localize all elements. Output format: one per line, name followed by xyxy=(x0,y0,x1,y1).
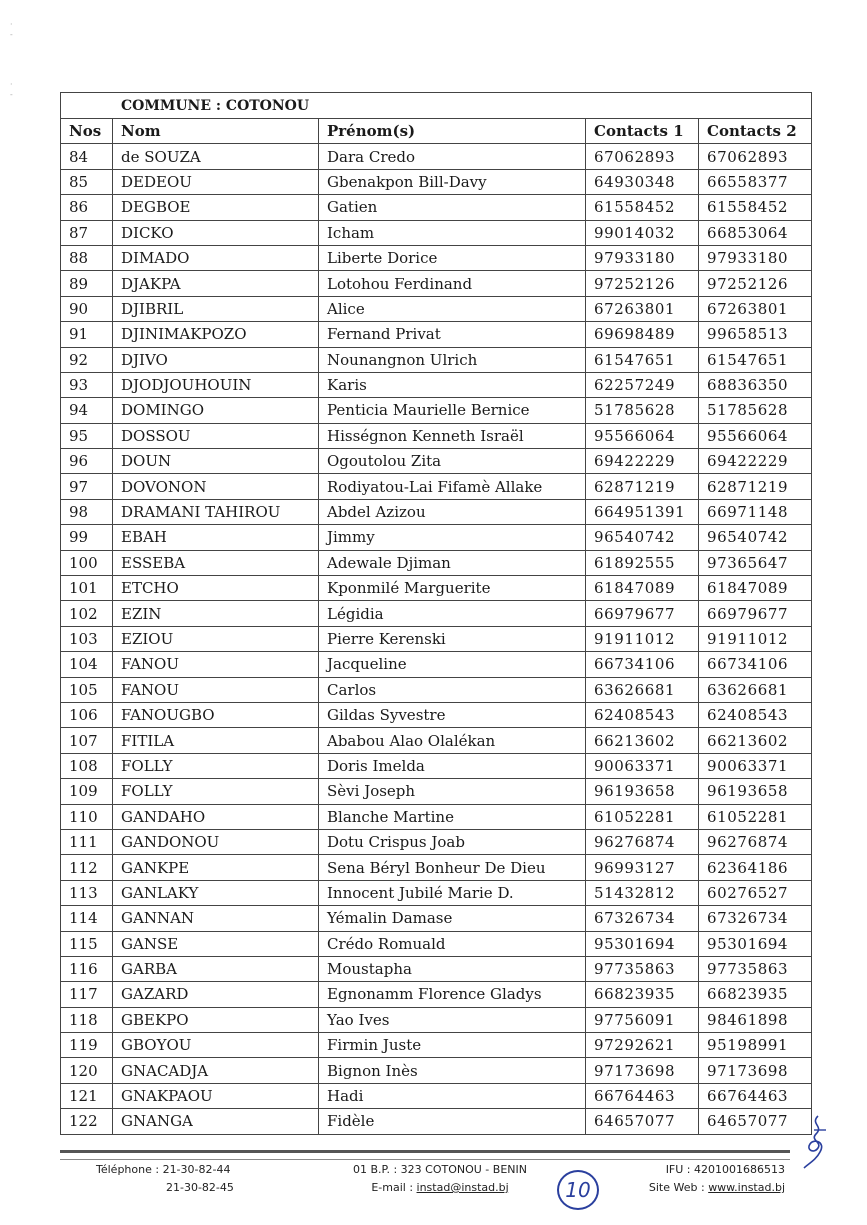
row-nos: 103 xyxy=(61,626,113,651)
row-contact-2: 61558452 xyxy=(699,195,812,220)
row-contact-2: 61052281 xyxy=(699,804,812,829)
table-row xyxy=(61,753,812,778)
commune-row xyxy=(61,93,812,119)
page-number-stamp: 10 xyxy=(557,1170,599,1210)
row-contact-1: 97756091 xyxy=(586,1007,699,1032)
row-prenom: Ogoutolou Zita xyxy=(319,449,586,474)
row-nom: GBEKPO xyxy=(113,1007,319,1032)
row-nos: 122 xyxy=(61,1109,113,1134)
table-row xyxy=(61,1033,812,1058)
row-nos: 94 xyxy=(61,398,113,423)
row-contact-2: 69422229 xyxy=(699,449,812,474)
row-nom: GANLAKY xyxy=(113,880,319,905)
row-nom: ETCHO xyxy=(113,576,319,601)
row-contact-2: 66853064 xyxy=(699,220,812,245)
signature-mark xyxy=(800,1112,840,1172)
row-nom: FANOU xyxy=(113,652,319,677)
row-nom: DJODJOUHOUIN xyxy=(113,372,319,397)
row-nom: DEDEOU xyxy=(113,169,319,194)
table-row xyxy=(61,296,812,321)
row-contact-2: 66734106 xyxy=(699,652,812,677)
row-nom: GNACADJA xyxy=(113,1058,319,1083)
row-nom: EZIOU xyxy=(113,626,319,651)
row-contact-1: 97933180 xyxy=(586,245,699,270)
row-contact-2: 61847089 xyxy=(699,576,812,601)
row-contact-1: 64930348 xyxy=(586,169,699,194)
row-contact-1: 90063371 xyxy=(586,753,699,778)
row-contact-2: 66979677 xyxy=(699,601,812,626)
table-row xyxy=(61,245,812,270)
row-nos: 102 xyxy=(61,601,113,626)
table-row xyxy=(61,423,812,448)
row-prenom: Jimmy xyxy=(319,525,586,550)
row-prenom: Liberte Dorice xyxy=(319,245,586,270)
row-contact-2: 63626681 xyxy=(699,677,812,702)
row-contact-1: 97292621 xyxy=(586,1033,699,1058)
row-nom: DEGBOE xyxy=(113,195,319,220)
row-nos: 91 xyxy=(61,322,113,347)
row-contact-2: 62871219 xyxy=(699,474,812,499)
row-nom: DICKO xyxy=(113,220,319,245)
row-prenom: Nounangnon Ulrich xyxy=(319,347,586,372)
row-contact-2: 97252126 xyxy=(699,271,812,296)
table-row xyxy=(61,195,812,220)
row-prenom: Lotohou Ferdinand xyxy=(319,271,586,296)
row-contact-2: 66558377 xyxy=(699,169,812,194)
footer-web-line xyxy=(610,1179,785,1197)
row-nos: 110 xyxy=(61,804,113,829)
row-prenom: Légidia xyxy=(319,601,586,626)
row-contact-1: 69422229 xyxy=(586,449,699,474)
table-row xyxy=(61,677,812,702)
row-nos: 99 xyxy=(61,525,113,550)
row-prenom: Fernand Privat xyxy=(319,322,586,347)
header-prenom: Prénom(s) xyxy=(319,119,586,144)
row-prenom: Icham xyxy=(319,220,586,245)
row-nom: ESSEBA xyxy=(113,550,319,575)
row-contact-1: 63626681 xyxy=(586,677,699,702)
table-row xyxy=(61,601,812,626)
row-nom: GANDONOU xyxy=(113,829,319,854)
row-prenom: Firmin Juste xyxy=(319,1033,586,1058)
contacts-table xyxy=(60,92,812,1135)
row-contact-2: 66823935 xyxy=(699,982,812,1007)
table-row xyxy=(61,525,812,550)
table-row xyxy=(61,880,812,905)
table-row xyxy=(61,779,812,804)
row-nom: GAZARD xyxy=(113,982,319,1007)
row-nos: 112 xyxy=(61,855,113,880)
row-contact-1: 66823935 xyxy=(586,982,699,1007)
row-contact-1: 66979677 xyxy=(586,601,699,626)
row-nos: 111 xyxy=(61,829,113,854)
row-nom: DOSSOU xyxy=(113,423,319,448)
row-contact-2: 67326734 xyxy=(699,906,812,931)
row-nom: GARBA xyxy=(113,956,319,981)
row-contact-1: 62408543 xyxy=(586,702,699,727)
row-prenom: Sena Béryl Bonheur De Dieu xyxy=(319,855,586,880)
row-contact-2: 97735863 xyxy=(699,956,812,981)
row-nom: de SOUZA xyxy=(113,144,319,169)
table-row xyxy=(61,829,812,854)
row-contact-1: 61847089 xyxy=(586,576,699,601)
row-nos: 97 xyxy=(61,474,113,499)
row-prenom: Carlos xyxy=(319,677,586,702)
footer-phone-2: 21-30-82-45 xyxy=(166,1181,234,1194)
row-prenom: Blanche Martine xyxy=(319,804,586,829)
row-prenom: Gildas Syvestre xyxy=(319,702,586,727)
row-contact-1: 95566064 xyxy=(586,423,699,448)
table-row xyxy=(61,855,812,880)
row-contact-2: 66764463 xyxy=(699,1083,812,1108)
table-row xyxy=(61,982,812,1007)
row-contact-2: 97933180 xyxy=(699,245,812,270)
row-contact-1: 99014032 xyxy=(586,220,699,245)
row-contact-2: 67062893 xyxy=(699,144,812,169)
row-nos: 106 xyxy=(61,702,113,727)
table-row xyxy=(61,728,812,753)
table-row xyxy=(61,1109,812,1134)
row-nom: DIMADO xyxy=(113,245,319,270)
row-prenom: Doris Imelda xyxy=(319,753,586,778)
row-prenom: Adewale Djiman xyxy=(319,550,586,575)
row-prenom: Innocent Jubilé Marie D. xyxy=(319,880,586,905)
table-row xyxy=(61,931,812,956)
table-row xyxy=(61,169,812,194)
footer-email-label: E-mail : xyxy=(371,1181,417,1194)
row-contact-2: 60276527 xyxy=(699,880,812,905)
row-prenom: Fidèle xyxy=(319,1109,586,1134)
row-contact-2: 97173698 xyxy=(699,1058,812,1083)
row-prenom: Abdel Azizou xyxy=(319,499,586,524)
header-row xyxy=(61,119,812,144)
row-contact-1: 64657077 xyxy=(586,1109,699,1134)
table-row xyxy=(61,626,812,651)
table-row xyxy=(61,347,812,372)
commune-title: COMMUNE : COTONOU xyxy=(61,93,812,119)
row-nos: 118 xyxy=(61,1007,113,1032)
row-prenom: Karis xyxy=(319,372,586,397)
row-contact-1: 67062893 xyxy=(586,144,699,169)
table-row xyxy=(61,449,812,474)
row-nom: GNANGA xyxy=(113,1109,319,1134)
row-nos: 86 xyxy=(61,195,113,220)
table-row xyxy=(61,220,812,245)
row-contact-2: 96276874 xyxy=(699,829,812,854)
row-contact-2: 66213602 xyxy=(699,728,812,753)
row-nos: 115 xyxy=(61,931,113,956)
row-nom: DOVONON xyxy=(113,474,319,499)
row-contact-2: 95301694 xyxy=(699,931,812,956)
table-row xyxy=(61,474,812,499)
row-nos: 95 xyxy=(61,423,113,448)
row-nos: 108 xyxy=(61,753,113,778)
row-contact-2: 61547651 xyxy=(699,347,812,372)
header-contacts-2: Contacts 2 xyxy=(699,119,812,144)
row-prenom: Alice xyxy=(319,296,586,321)
table-row xyxy=(61,144,812,169)
row-prenom: Rodiyatou-Lai Fifamè Allake xyxy=(319,474,586,499)
row-contact-2: 99658513 xyxy=(699,322,812,347)
row-contact-2: 51785628 xyxy=(699,398,812,423)
row-prenom: Crédo Romuald xyxy=(319,931,586,956)
row-prenom: Penticia Maurielle Bernice xyxy=(319,398,586,423)
row-nos: 121 xyxy=(61,1083,113,1108)
row-prenom: Yao Ives xyxy=(319,1007,586,1032)
row-prenom: Jacqueline xyxy=(319,652,586,677)
row-contact-1: 664951391 xyxy=(586,499,699,524)
row-nos: 93 xyxy=(61,372,113,397)
row-nos: 85 xyxy=(61,169,113,194)
footer-phone xyxy=(96,1161,234,1197)
footer-address xyxy=(340,1161,540,1197)
row-prenom: Egnonamm Florence Gladys xyxy=(319,982,586,1007)
scan-marks: · - · - xyxy=(10,20,13,99)
row-contact-1: 96540742 xyxy=(586,525,699,550)
row-prenom: Sèvi Joseph xyxy=(319,779,586,804)
row-contact-1: 97173698 xyxy=(586,1058,699,1083)
row-contact-1: 61558452 xyxy=(586,195,699,220)
row-contact-2: 95566064 xyxy=(699,423,812,448)
row-prenom: Hadi xyxy=(319,1083,586,1108)
table-body xyxy=(61,144,812,1134)
row-nom: GANDAHO xyxy=(113,804,319,829)
row-prenom: Yémalin Damase xyxy=(319,906,586,931)
row-prenom: Dotu Crispus Joab xyxy=(319,829,586,854)
table-row xyxy=(61,372,812,397)
row-contact-2: 98461898 xyxy=(699,1007,812,1032)
row-contact-2: 64657077 xyxy=(699,1109,812,1134)
row-contact-2: 91911012 xyxy=(699,626,812,651)
table-row xyxy=(61,1007,812,1032)
row-contact-1: 66734106 xyxy=(586,652,699,677)
row-prenom: Kponmilé Marguerite xyxy=(319,576,586,601)
row-contact-1: 96993127 xyxy=(586,855,699,880)
row-nom: GANNAN xyxy=(113,906,319,931)
row-nos: 105 xyxy=(61,677,113,702)
row-prenom: Hisségnon Kenneth Israël xyxy=(319,423,586,448)
row-contact-1: 97252126 xyxy=(586,271,699,296)
row-nom: DOMINGO xyxy=(113,398,319,423)
footer-email-line xyxy=(340,1179,540,1197)
row-nos: 120 xyxy=(61,1058,113,1083)
row-contact-2: 62364186 xyxy=(699,855,812,880)
header-nos: Nos xyxy=(61,119,113,144)
row-nom: DOUN xyxy=(113,449,319,474)
row-contact-1: 62257249 xyxy=(586,372,699,397)
row-nom: FANOUGBO xyxy=(113,702,319,727)
row-contact-1: 61892555 xyxy=(586,550,699,575)
table-row xyxy=(61,322,812,347)
row-contact-2: 97365647 xyxy=(699,550,812,575)
row-nos: 107 xyxy=(61,728,113,753)
row-nos: 92 xyxy=(61,347,113,372)
row-contact-2: 95198991 xyxy=(699,1033,812,1058)
row-nom: FANOU xyxy=(113,677,319,702)
row-contact-1: 66213602 xyxy=(586,728,699,753)
row-nom: GANSE xyxy=(113,931,319,956)
row-contact-1: 61547651 xyxy=(586,347,699,372)
row-nos: 98 xyxy=(61,499,113,524)
row-nom: EBAH xyxy=(113,525,319,550)
row-nos: 109 xyxy=(61,779,113,804)
row-nom: DJIVO xyxy=(113,347,319,372)
footer-phone-1: Téléphone : 21-30-82-44 xyxy=(96,1163,231,1176)
row-nom: DRAMANI TAHIROU xyxy=(113,499,319,524)
footer-email-link[interactable]: instad@instad.bj xyxy=(416,1181,509,1194)
table-row xyxy=(61,956,812,981)
row-contact-2: 66971148 xyxy=(699,499,812,524)
header-nom: Nom xyxy=(113,119,319,144)
row-nos: 84 xyxy=(61,144,113,169)
contacts-table-container xyxy=(60,92,811,1135)
row-nos: 90 xyxy=(61,296,113,321)
table-row xyxy=(61,398,812,423)
footer-web-link[interactable]: www.instad.bj xyxy=(708,1181,785,1194)
row-nos: 88 xyxy=(61,245,113,270)
table-row xyxy=(61,576,812,601)
row-nos: 104 xyxy=(61,652,113,677)
row-nos: 89 xyxy=(61,271,113,296)
header-contacts-1: Contacts 1 xyxy=(586,119,699,144)
row-nom: GNAKPAOU xyxy=(113,1083,319,1108)
table-row xyxy=(61,1058,812,1083)
row-prenom: Gbenakpon Bill-Davy xyxy=(319,169,586,194)
row-contact-1: 97735863 xyxy=(586,956,699,981)
row-nos: 117 xyxy=(61,982,113,1007)
table-row xyxy=(61,804,812,829)
row-nom: FITILA xyxy=(113,728,319,753)
row-contact-1: 91911012 xyxy=(586,626,699,651)
row-nos: 114 xyxy=(61,906,113,931)
row-prenom: Ababou Alao Olalékan xyxy=(319,728,586,753)
footer-ifu-text: IFU : 4201001686513 xyxy=(665,1163,785,1176)
row-prenom: Bignon Inès xyxy=(319,1058,586,1083)
row-nos: 87 xyxy=(61,220,113,245)
table-row xyxy=(61,499,812,524)
row-contact-1: 95301694 xyxy=(586,931,699,956)
table-row xyxy=(61,271,812,296)
row-nos: 101 xyxy=(61,576,113,601)
row-nos: 119 xyxy=(61,1033,113,1058)
row-contact-1: 67326734 xyxy=(586,906,699,931)
footer-divider xyxy=(60,1150,790,1160)
table-row xyxy=(61,1083,812,1108)
row-nos: 100 xyxy=(61,550,113,575)
row-contact-1: 51432812 xyxy=(586,880,699,905)
row-contact-1: 66764463 xyxy=(586,1083,699,1108)
footer-bp: 01 B.P. : 323 COTONOU - BENIN xyxy=(353,1163,527,1176)
row-contact-2: 67263801 xyxy=(699,296,812,321)
row-nom: EZIN xyxy=(113,601,319,626)
row-prenom: Gatien xyxy=(319,195,586,220)
row-contact-2: 96540742 xyxy=(699,525,812,550)
row-nom: DJIBRIL xyxy=(113,296,319,321)
row-contact-2: 96193658 xyxy=(699,779,812,804)
row-contact-1: 62871219 xyxy=(586,474,699,499)
row-nos: 113 xyxy=(61,880,113,905)
row-nom: DJINIMAKPOZO xyxy=(113,322,319,347)
row-contact-1: 96276874 xyxy=(586,829,699,854)
row-nom: GANKPE xyxy=(113,855,319,880)
table-row xyxy=(61,550,812,575)
footer-web-label: Site Web : xyxy=(648,1181,709,1194)
table-row xyxy=(61,702,812,727)
row-nom: FOLLY xyxy=(113,779,319,804)
row-prenom: Moustapha xyxy=(319,956,586,981)
row-nos: 116 xyxy=(61,956,113,981)
footer-ifu xyxy=(610,1161,785,1197)
row-contact-1: 61052281 xyxy=(586,804,699,829)
row-contact-2: 90063371 xyxy=(699,753,812,778)
row-contact-1: 67263801 xyxy=(586,296,699,321)
row-nom: FOLLY xyxy=(113,753,319,778)
table-row xyxy=(61,652,812,677)
table-row xyxy=(61,906,812,931)
row-prenom: Pierre Kerenski xyxy=(319,626,586,651)
row-prenom: Dara Credo xyxy=(319,144,586,169)
row-contact-1: 51785628 xyxy=(586,398,699,423)
row-contact-2: 68836350 xyxy=(699,372,812,397)
row-contact-1: 69698489 xyxy=(586,322,699,347)
row-contact-2: 62408543 xyxy=(699,702,812,727)
row-nos: 96 xyxy=(61,449,113,474)
row-nom: DJAKPA xyxy=(113,271,319,296)
row-nom: GBOYOU xyxy=(113,1033,319,1058)
row-contact-1: 96193658 xyxy=(586,779,699,804)
